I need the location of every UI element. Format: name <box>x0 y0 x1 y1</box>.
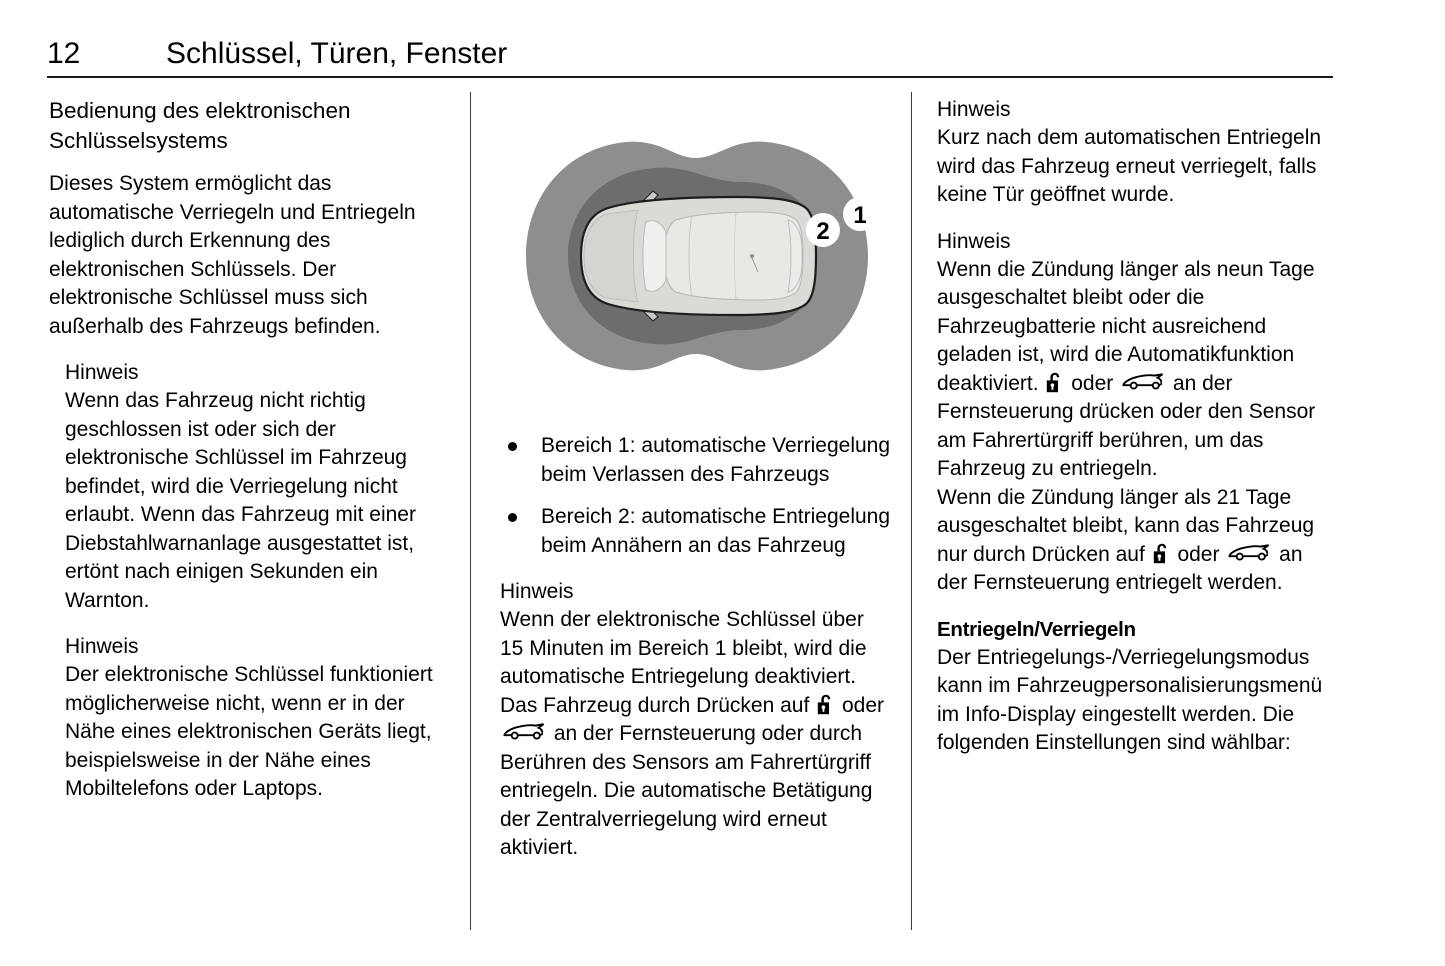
note-block-5 <box>937 228 1337 484</box>
note-heading: Hinweis <box>500 580 574 603</box>
note-text-part-3: an der Fernsteuerung drücken oder den Sensor am Fahrertürgriff berühren, um das Fahrzeug zu entriegeln. <box>937 371 1316 480</box>
page-number: 12 <box>47 37 81 70</box>
car-roof <box>664 212 803 300</box>
list-item-label: Bereich 2: automatische Entriegelung beim Annähern an das Fahrzeug <box>541 505 891 557</box>
svg-text:1: 1 <box>853 202 867 229</box>
column-divider-right <box>911 92 912 930</box>
note-block-4 <box>937 96 1337 210</box>
heading-bedienung-elektronisches-schluesselsystem: Bedienung des elektronischen Schlüsselsystems <box>49 98 351 153</box>
content-column-2 <box>500 432 892 863</box>
paragraph-part-2: oder <box>1171 542 1226 566</box>
unlock-icon <box>1153 543 1170 564</box>
note-block-3 <box>500 578 892 863</box>
unlock-icon <box>817 694 834 715</box>
car-icon <box>502 723 546 741</box>
callout-marker-2 <box>806 213 840 247</box>
note-block-1 <box>65 359 449 615</box>
note-heading: Hinweis <box>937 98 1011 121</box>
note-block-2 <box>65 633 449 804</box>
note-heading: Hinweis <box>65 361 139 384</box>
callout-marker-1 <box>843 197 877 231</box>
svg-text:2: 2 <box>816 218 830 245</box>
note-text-part-3: an der Fernsteuerung oder durch Berühren des Sensors am Fahrertürgriff entriegeln. Die automatische Betätigung der Zentralverriegelung wird erneut aktiviert. <box>500 722 873 859</box>
header-divider-rule <box>47 76 1333 78</box>
section-heading-entriegeln-verriegeln: Entriegeln/Verriegeln <box>937 617 1136 641</box>
list-item <box>500 503 892 560</box>
intro-paragraph: Dieses System ermöglicht das automatische Verriegeln und Entriegeln lediglich durch Erkennung des elektronischen Schlüssels. Der elektronische Schlüssel muss sich außerhalb des Fahrzeugs befinden. <box>49 172 416 338</box>
paragraph-part-3: an der Fernsteuerung entriegelt werden. <box>937 542 1303 594</box>
vehicle-detection-zones-diagram <box>496 96 896 406</box>
page-header <box>47 36 1333 78</box>
note-text <box>937 256 1337 484</box>
note-text: Der elektronische Schlüssel funktioniert möglicherweise nicht, wenn er in der Nähe eines elektronischen Geräts liegt, beispielsweise in der Nähe eines Mobiltelefons oder Laptops. <box>65 663 433 800</box>
bullet-dot-icon <box>508 442 517 451</box>
note-text-part-2: oder <box>836 693 885 717</box>
list-item <box>500 432 892 489</box>
car-icon <box>1121 373 1165 391</box>
ignition-21-days-paragraph <box>937 484 1337 598</box>
note-heading: Hinweis <box>65 635 139 658</box>
note-text: Wenn das Fahrzeug nicht richtig geschlossen ist oder sich der elektronische Schlüssel im Fahrzeug befindet, wird die Verriegelung nicht erlaubt. Wenn das Fahrzeug mit einer Diebstahlwarnanlage ausgestattet ist, ertönt nach einigen Sekunden ein Warnton. <box>65 389 416 612</box>
car-icon <box>1227 544 1271 562</box>
note-heading: Hinweis <box>937 229 1011 253</box>
content-column-1 <box>49 96 449 804</box>
note-text <box>500 606 892 863</box>
note-text-part-1: Wenn die Zündung länger als neun Tage ausgeschaltet bleibt oder die Fahrzeugbatterie nicht ausreichend geladen ist, wird die Automatikfunktion deaktiviert. <box>937 257 1315 395</box>
section-text: Der Entriegelungs-/Verriegelungsmodus kann im Fahrzeugpersonalisierungsmenü im Info-Display eingestellt werden. Die folgenden Einstellungen sind wählbar: <box>937 645 1323 754</box>
list-item-label: Bereich 1: automatische Verriegelung beim Verlassen des Fahrzeugs <box>541 434 891 486</box>
note-text-part-2: oder <box>1065 371 1120 395</box>
section-entriegeln-verriegeln <box>937 616 1337 758</box>
zone-bullet-list <box>500 432 892 560</box>
car-top-view-illustration <box>581 191 816 321</box>
content-column-3 <box>937 96 1337 758</box>
page-title: Schlüssel, Türen, Fenster <box>166 37 508 70</box>
unlock-icon <box>1046 372 1063 393</box>
column-divider-left <box>470 92 471 930</box>
note-text-part-1: Wenn der elektronische Schlüssel über 15 Minuten im Bereich 1 bleibt, wird die automatische Entriegelung deaktiviert. Das Fahrzeug durch Drücken auf <box>500 608 867 717</box>
bullet-dot-icon <box>508 513 517 522</box>
note-text: Kurz nach dem automatischen Entriegeln wird das Fahrzeug erneut verriegelt, falls keine Tür geöffnet wurde. <box>937 126 1322 206</box>
paragraph-part-1: Wenn die Zündung länger als 21 Tage ausgeschaltet bleibt, kann das Fahrzeug nur durch Drücken auf <box>937 485 1315 566</box>
